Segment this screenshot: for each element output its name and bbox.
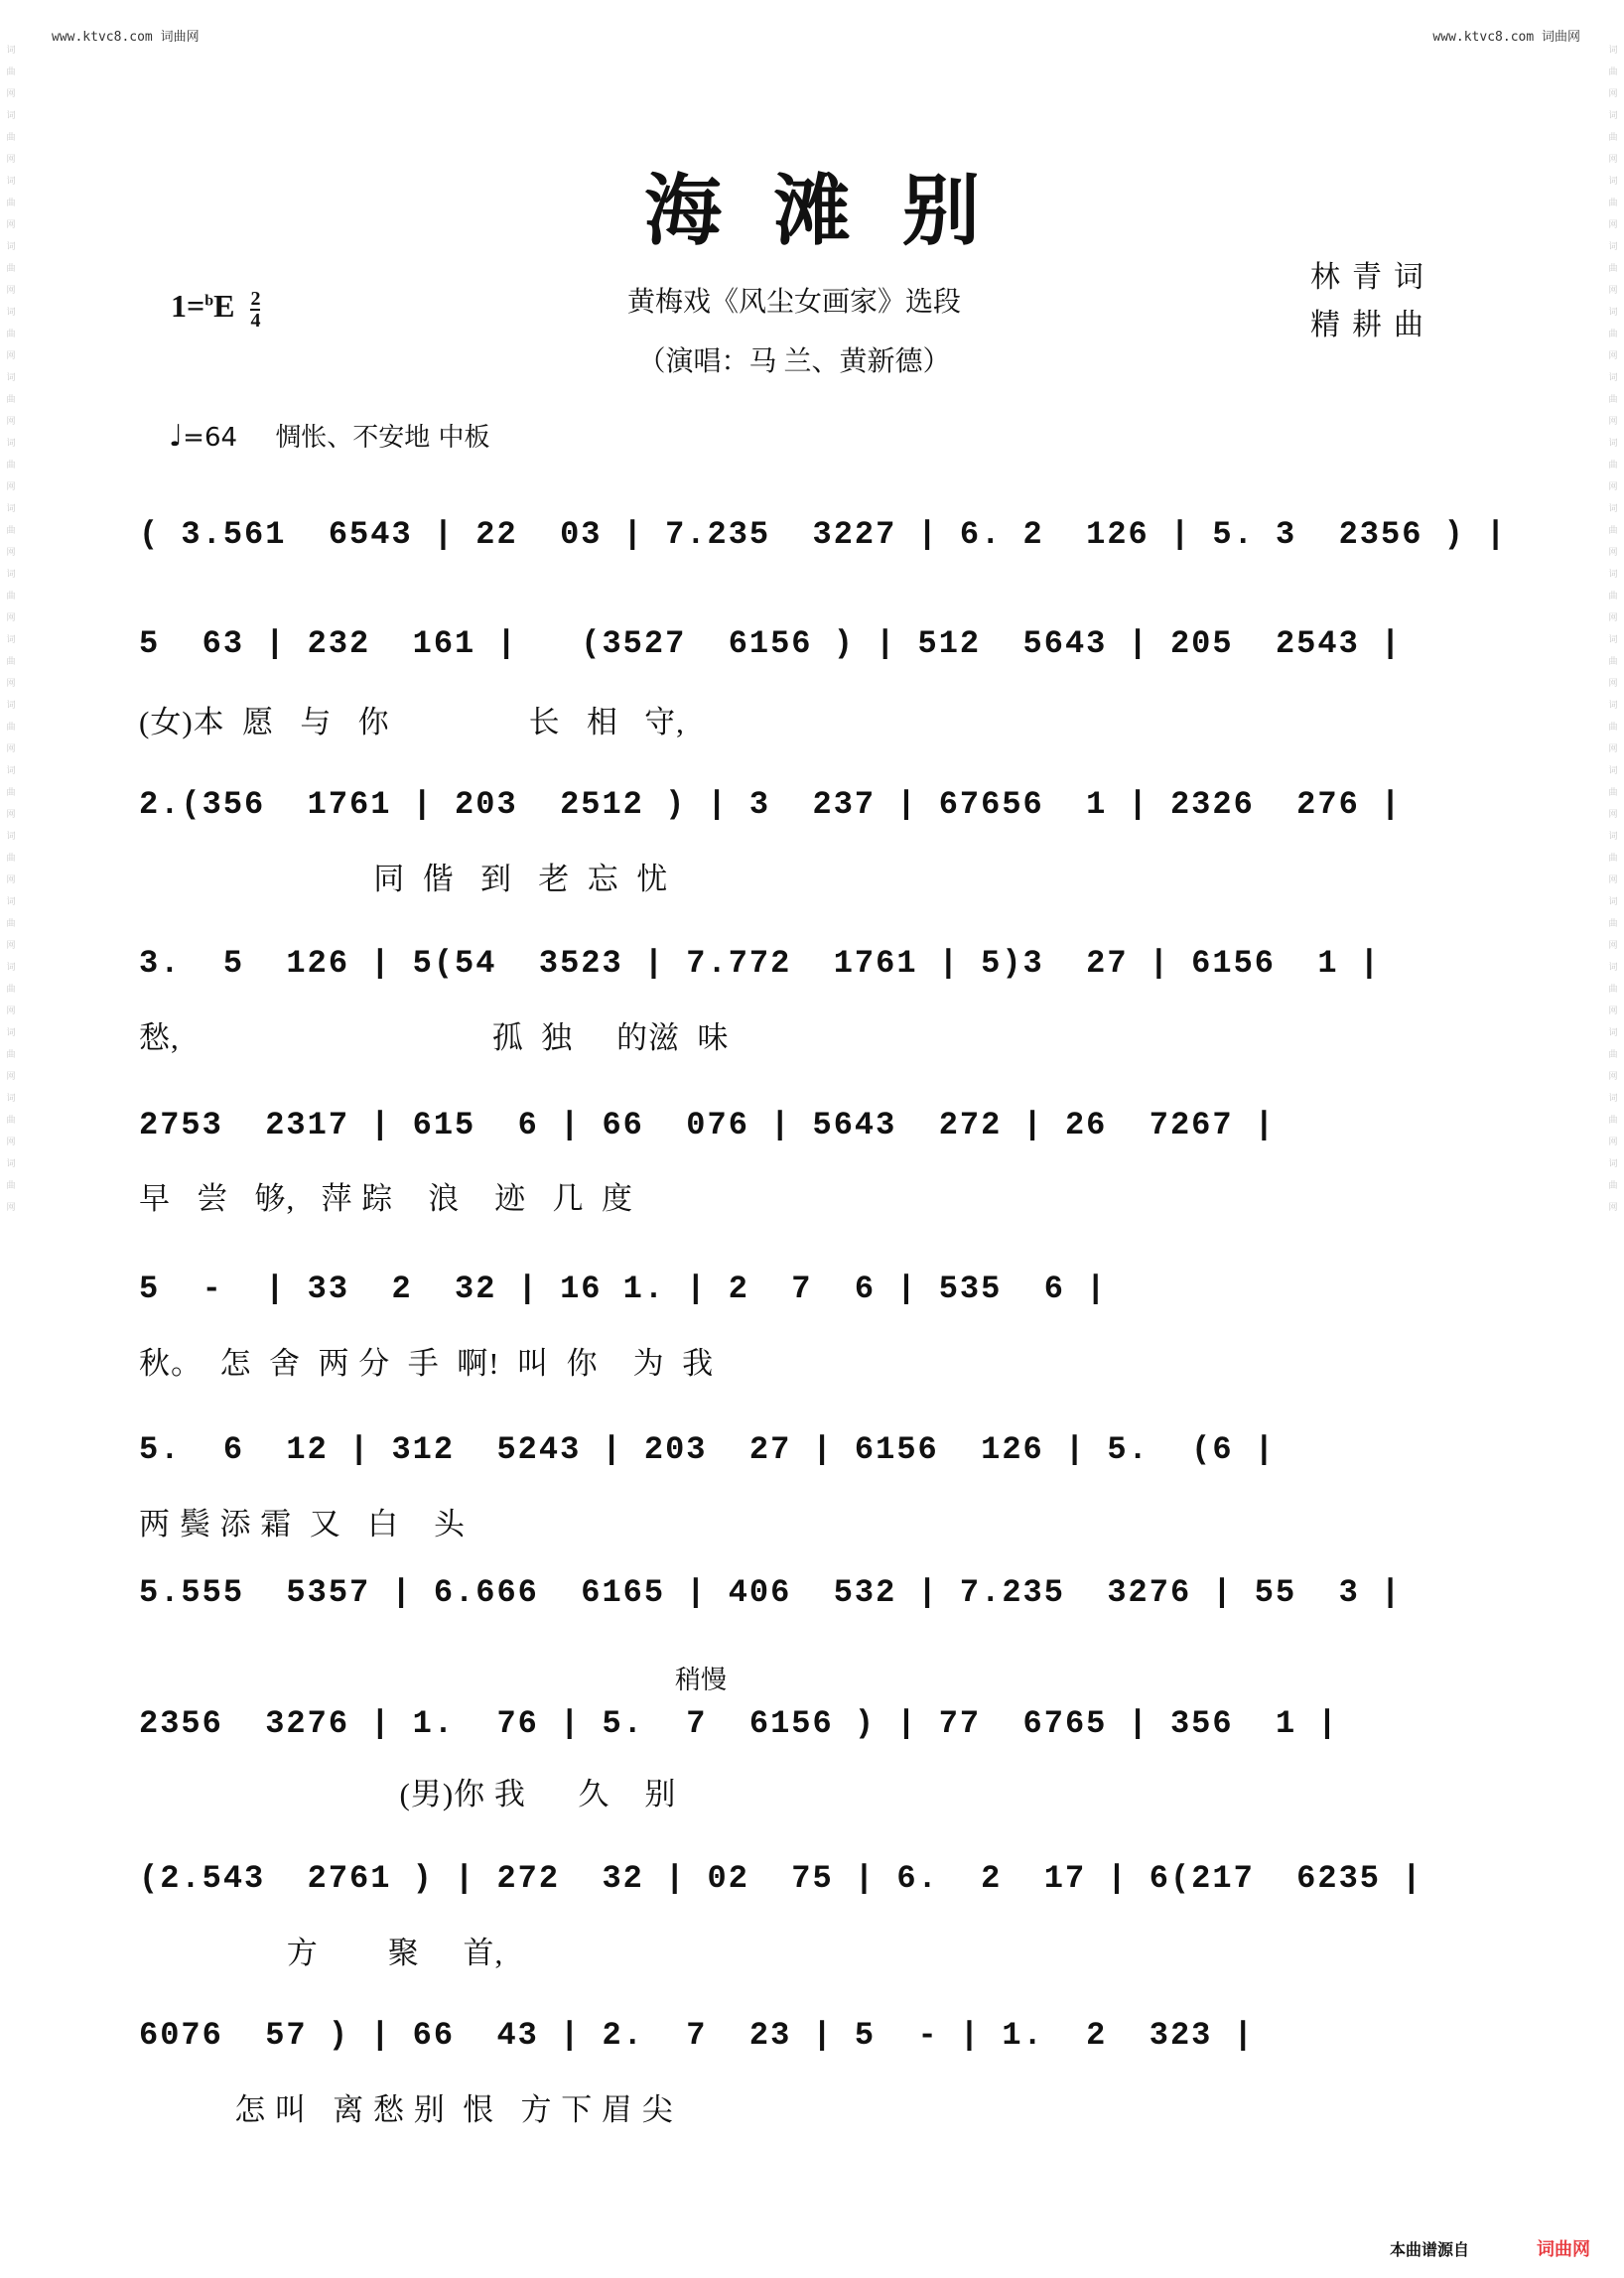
notation-row: 6076 57 ) | 66 43 | 2. 7 23 | 5 - | 1. 2 323 | <box>139 2017 1255 2054</box>
side-watermark-left: 词曲网词曲网词曲网词曲网词曲网词曲网词曲网词曲网词曲网词曲网词曲网词曲网词曲网词曲网词曲网词曲网词曲网词曲网 <box>6 46 16 1213</box>
notation-row: 5 63 | 232 161 | (3527 6156 ) | 512 5643 | 205 2543 | <box>139 625 1403 662</box>
flat-sign: b <box>204 292 214 310</box>
header-site-left: www.ktvc8.com 词曲网 <box>52 30 200 45</box>
quarter-note-icon: ♩ <box>169 419 184 454</box>
notation-row: 2.(356 1761 | 203 2512 ) | 3 237 | 67656 1 | 2326 276 | <box>139 786 1403 823</box>
lyric-row: (男)你 我 久 别 <box>139 1777 677 1811</box>
key-note: E <box>213 288 235 324</box>
key-prefix: 1= <box>171 288 205 324</box>
composer-credit: 精耕曲 <box>1310 309 1435 341</box>
lyric-row: 两 鬓 添 霜 又 白 头 <box>139 1507 466 1541</box>
song-subtitle: 黄梅戏《风尘女画家》选段 <box>626 287 961 318</box>
footer-source: 本曲谱源自 <box>1390 2240 1470 2259</box>
slowly-annotation: 稍慢 <box>675 1666 728 1695</box>
notation-row: 5 - | 33 2 32 | 16 1. | 2 7 6 | 535 6 | <box>139 1271 1108 1307</box>
tempo-marking <box>169 417 490 454</box>
key-signature <box>171 288 260 331</box>
notation-row: ( 3.561 6543 | 22 03 | 7.235 3227 | 6. 2 126 | 5. 3 2356 ) | <box>139 516 1508 553</box>
lyric-row: (女)本 愿 与 你 长 相 守, <box>139 705 685 739</box>
lyric-row: 愁, 孤 独 的滋 味 <box>139 1020 730 1055</box>
lyric-row: 秋。 怎 舍 两 分 手 啊! 叫 你 为 我 <box>139 1346 715 1381</box>
song-title: 海滩别 <box>643 166 1031 256</box>
side-watermark-right: 词曲网词曲网词曲网词曲网词曲网词曲网词曲网词曲网词曲网词曲网词曲网词曲网词曲网词曲网词曲网词曲网词曲网词曲网 <box>1608 46 1618 1213</box>
footer-brand: 词曲网 <box>1537 2239 1590 2260</box>
notation-row: 5. 6 12 | 312 5243 | 203 27 | 6156 126 | 5. (6 | <box>139 1431 1276 1468</box>
notation-row: 2356 3276 | 1. 76 | 5. 7 6156 ) | 77 6765 | 356 1 | <box>139 1705 1339 1742</box>
header-site-right: www.ktvc8.com 词曲网 <box>1432 30 1580 45</box>
time-top: 2 <box>250 287 261 310</box>
tempo-value: =64 <box>183 423 238 453</box>
song-performers: （演唱：马 兰、黄新德） <box>637 346 951 377</box>
time-signature <box>250 289 260 331</box>
notation-row: 2753 2317 | 615 6 | 66 076 | 5643 272 | 26 7267 | <box>139 1107 1276 1143</box>
lyric-row: 怎 叫 离 愁 别 恨 方 下 眉 尖 <box>139 2092 674 2127</box>
notation-row: (2.543 2761 ) | 272 32 | 02 75 | 6. 2 17 | 6(217 6235 | <box>139 1860 1423 1897</box>
notation-row: 3. 5 126 | 5(54 3523 | 7.772 1761 | 5)3 27 | 6156 1 | <box>139 945 1381 982</box>
tempo-expression: 惆怅、不安地 中板 <box>275 423 490 453</box>
time-bottom: 4 <box>250 309 261 332</box>
notation-row: 5.555 5357 | 6.666 6165 | 406 532 | 7.235 3276 | 55 3 | <box>139 1574 1403 1611</box>
lyric-row: 早 尝 够, 萍 踪 浪 迹 几 度 <box>139 1181 633 1216</box>
lyricist-credit: 林青词 <box>1310 261 1435 294</box>
lyric-row: 同 偕 到 老 忘 忧 <box>139 862 669 896</box>
lyric-row: 方 聚 首, <box>139 1936 504 1970</box>
